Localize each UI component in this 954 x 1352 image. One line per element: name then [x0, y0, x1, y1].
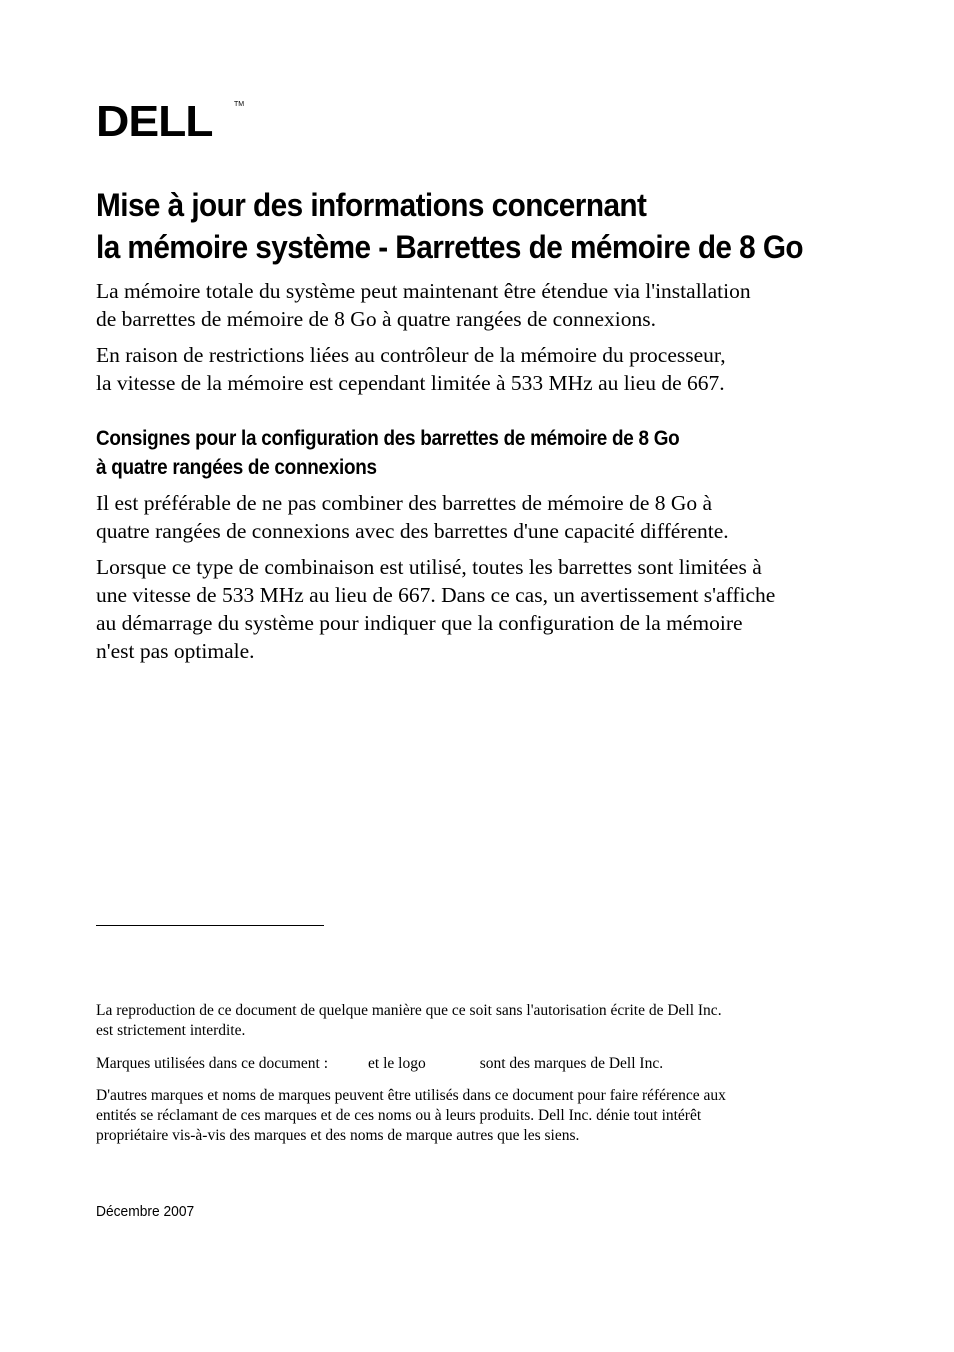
intro-p2-line-2: la vitesse de la mémoire est cependant limitée à 533 MHz au lieu de 667. — [96, 371, 725, 395]
footnote-divider — [96, 925, 324, 926]
copyright-notice — [96, 1001, 856, 1041]
copyright-line-2: est strictement interdite. — [96, 1022, 246, 1039]
page-title — [96, 184, 831, 268]
other-trademarks-notice — [96, 1086, 856, 1146]
publication-date: Décembre 2007 — [96, 1203, 195, 1220]
dell-logo — [96, 97, 246, 146]
section-heading-line-2: à quatre rangées de connexions — [96, 456, 377, 479]
trademark-notice — [96, 1054, 856, 1074]
intro-p2-line-1: En raison de restrictions liées au contrôleur de la mémoire du processeur, — [96, 343, 726, 367]
intro-paragraph-2 — [96, 341, 856, 397]
trademark-part-3: sont des marques de Dell Inc. — [479, 1055, 664, 1072]
dell-logo-text: DELL — [96, 97, 213, 146]
section-p2-line-3: au démarrage du système pour indiquer que la configuration de la mémoire — [96, 611, 743, 635]
trademark-part-2: et le logo — [368, 1055, 426, 1072]
section-p2-line-4: n'est pas optimale. — [96, 639, 255, 663]
section-heading-line-1: Consignes pour la configuration des barrettes de mémoire de 8 Go — [96, 427, 680, 450]
title-line-2: la mémoire système - Barrettes de mémoire de 8 Go — [96, 229, 804, 265]
other-trademarks-line-3: propriétaire vis-à-vis des marques et des noms de marque autres que les siens. — [96, 1127, 580, 1144]
section-p2-line-1: Lorsque ce type de combinaison est utilisé, toutes les barrettes sont limitées à — [96, 555, 762, 579]
intro-p1-line-1: La mémoire totale du système peut maintenant être étendue via l'installation — [96, 279, 751, 303]
other-trademarks-line-2: entités se réclamant de ces marques et de ces noms ou à leurs produits. Dell Inc. dénie tout intérêt — [96, 1107, 702, 1124]
other-trademarks-line-1: D'autres marques et noms de marques peuvent être utilisés dans ce document pour faire référence aux — [96, 1087, 726, 1104]
section-p2-line-2: une vitesse de 533 MHz au lieu de 667. Dans ce cas, un avertissement s'affiche — [96, 583, 776, 607]
section-heading — [96, 424, 762, 482]
section-p1-line-1: Il est préférable de ne pas combiner des barrettes de mémoire de 8 Go à — [96, 491, 713, 515]
copyright-line-1: La reproduction de ce document de quelque manière que ce soit sans l'autorisation écrite de Dell Inc. — [96, 1002, 722, 1019]
intro-p1-line-2: de barrettes de mémoire de 8 Go à quatre rangées de connexions. — [96, 307, 656, 331]
section-paragraph-2 — [96, 553, 856, 665]
section-paragraph-1 — [96, 489, 856, 545]
intro-paragraph-1 — [96, 277, 856, 333]
trademark-symbol: TM — [234, 101, 245, 108]
trademark-part-1: Marques utilisées dans ce document : — [96, 1055, 329, 1072]
section-p1-line-2: quatre rangées de connexions avec des barrettes d'une capacité différente. — [96, 519, 729, 543]
title-line-1: Mise à jour des informations concernant — [96, 187, 647, 223]
